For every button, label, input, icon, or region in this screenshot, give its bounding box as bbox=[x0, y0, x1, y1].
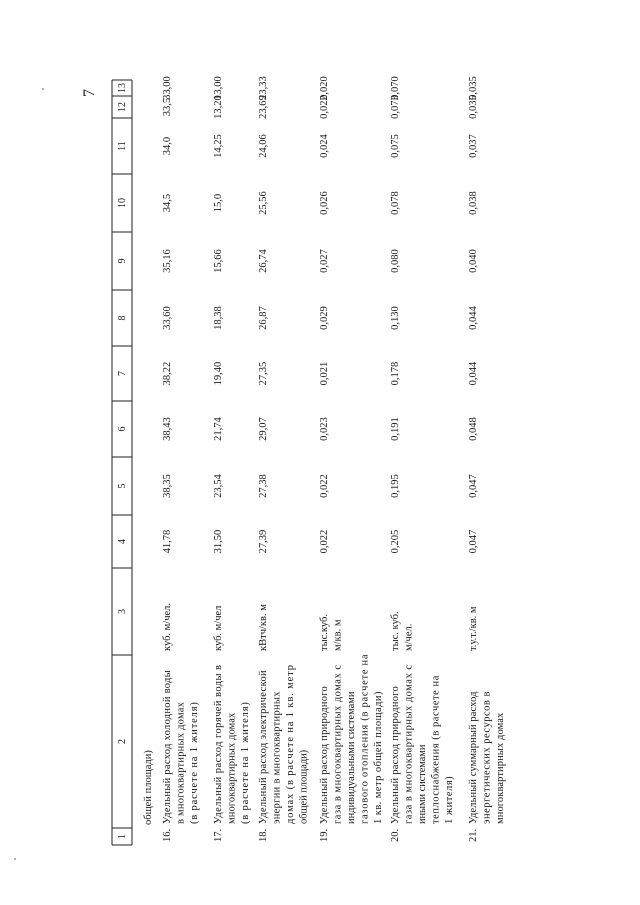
value-cell: 23,69 bbox=[258, 95, 269, 119]
header-cell: 1 bbox=[117, 834, 128, 839]
value-cell: 35,16 bbox=[162, 249, 173, 273]
value-cell: 0,047 bbox=[468, 529, 479, 554]
header-cell: 9 bbox=[117, 258, 128, 264]
indicator-name-line: Удельный расход горячей воды в bbox=[213, 665, 224, 824]
value-cell: 0,047 bbox=[468, 474, 479, 498]
value-cell: 0,022 bbox=[319, 529, 330, 554]
value-cell: 26,87 bbox=[258, 306, 269, 330]
value-cell: 0,073 bbox=[390, 95, 401, 119]
indicator-name-line: Удельный расход холодной воды bbox=[162, 670, 173, 824]
value-cell: 0,044 bbox=[468, 361, 479, 386]
header-cell: 4 bbox=[117, 539, 128, 544]
indicator-name-line: энергетических ресурсов в bbox=[481, 691, 493, 824]
indicator-name-line: Удельный суммарный расход bbox=[468, 691, 479, 824]
value-cell: 33,60 bbox=[162, 306, 173, 330]
value-cell: 33,5 bbox=[162, 97, 173, 117]
page-number: 7 bbox=[81, 89, 98, 97]
value-cell: 0,078 bbox=[390, 191, 401, 215]
value-cell: 0,035 bbox=[468, 76, 479, 100]
indicator-name-line: газового отопления (в расчете на bbox=[359, 654, 371, 824]
value-cell: 27,38 bbox=[258, 474, 269, 498]
value-cell: 0,205 bbox=[390, 529, 401, 554]
unit-cell: м/чел. bbox=[403, 623, 415, 651]
indicator-name-line: иными системами bbox=[417, 744, 428, 824]
value-cell: 14,25 bbox=[213, 134, 224, 158]
indicator-name-line: теплоснабжения (в расчете на bbox=[430, 675, 442, 824]
indicator-name-line: многоквартирных домах bbox=[495, 712, 506, 824]
value-cell: 0,035 bbox=[468, 95, 479, 119]
header-cell: 12 bbox=[117, 102, 128, 112]
value-cell: 0,040 bbox=[468, 249, 479, 273]
value-cell: 38,43 bbox=[162, 417, 173, 441]
unit-cell: т.у.т./кв. м bbox=[468, 606, 479, 651]
unit-cell: тыс. куб. bbox=[390, 611, 401, 651]
value-cell: 23,54 bbox=[213, 474, 224, 498]
indicator-name-line: газа в многоквартирных домах с bbox=[332, 665, 344, 824]
value-cell: 0,022 bbox=[319, 95, 330, 119]
value-cell: 21,74 bbox=[213, 417, 224, 441]
row-number: 16. bbox=[162, 828, 173, 842]
indicator-name-line: в многоквартирных домах bbox=[175, 702, 187, 824]
unit-cell: м/кв. м bbox=[332, 619, 344, 651]
indicator-name-line: 1 кв. метр общей площади) bbox=[373, 691, 384, 824]
value-cell: 0,178 bbox=[390, 361, 401, 386]
indicator-name-line: энергии в многоквартирных bbox=[271, 691, 283, 824]
row-number: 21. bbox=[468, 828, 479, 842]
header-cell: 11 bbox=[117, 141, 128, 151]
value-cell: 19,40 bbox=[213, 361, 224, 386]
indicator-name-line: (в расчете на 1 жителя) bbox=[240, 702, 251, 824]
header-cell: 2 bbox=[117, 739, 128, 744]
value-cell: 0,021 bbox=[319, 361, 330, 386]
indicator-name-line: 1 жителя) bbox=[444, 776, 455, 824]
row-number: 19. bbox=[319, 828, 330, 842]
header-cell: 7 bbox=[117, 371, 128, 376]
value-cell: 38,35 bbox=[162, 474, 173, 498]
value-cell: 0,024 bbox=[319, 134, 330, 158]
value-cell: 18,38 bbox=[213, 306, 224, 330]
unit-cell: кВтч/кв. м bbox=[258, 604, 269, 651]
value-cell: 0,038 bbox=[468, 191, 479, 215]
value-cell: 27,39 bbox=[258, 529, 269, 554]
value-cell: 0,027 bbox=[319, 249, 330, 273]
value-cell: 0,070 bbox=[390, 76, 401, 100]
value-cell: 0,195 bbox=[390, 474, 401, 498]
row-number: 20. bbox=[390, 828, 401, 842]
indicator-name-line: Удельный расход электрической bbox=[258, 670, 269, 824]
value-cell: 0,029 bbox=[319, 306, 330, 330]
value-cell: 0,080 bbox=[390, 249, 401, 273]
value-cell: 0,191 bbox=[390, 417, 401, 441]
value-cell: 0,023 bbox=[319, 417, 330, 441]
value-cell: 34,0 bbox=[162, 136, 173, 156]
indicator-name-line: газа в многоквартирных домах с bbox=[403, 665, 415, 824]
value-cell: 0,130 bbox=[390, 306, 401, 330]
value-cell: 29,07 bbox=[258, 417, 269, 441]
indicator-name-line: (в расчете на 1 жителя) bbox=[189, 702, 200, 824]
unit-cell: тыс.куб. bbox=[319, 614, 330, 651]
value-cell: 15,66 bbox=[213, 249, 224, 273]
row-number: 18. bbox=[258, 828, 269, 842]
value-cell: 27,35 bbox=[258, 361, 269, 386]
value-cell: 0,075 bbox=[390, 134, 401, 158]
value-cell: 13,00 bbox=[213, 76, 224, 100]
row-number: 17. bbox=[213, 828, 224, 842]
value-cell: 34,5 bbox=[162, 193, 173, 213]
header-cell: 13 bbox=[117, 83, 128, 93]
indicator-name-line: индивидуальными системами bbox=[346, 691, 357, 824]
value-cell: 15,0 bbox=[213, 193, 224, 213]
value-cell: 33,00 bbox=[162, 76, 173, 100]
indicator-name-line: домах (в расчете на 1 кв. метр bbox=[285, 665, 296, 824]
table-grid bbox=[112, 80, 132, 845]
value-cell: 41,78 bbox=[162, 529, 173, 554]
table-cells bbox=[117, 76, 506, 842]
value-cell: 23,33 bbox=[258, 76, 269, 100]
value-cell: 0,048 bbox=[468, 417, 479, 441]
header-cell: 3 bbox=[117, 609, 128, 614]
value-cell: 31,50 bbox=[213, 529, 224, 554]
header-cell: 6 bbox=[117, 426, 128, 432]
value-cell: 25,56 bbox=[258, 191, 269, 215]
unit-cell: куб. м/чел bbox=[213, 605, 224, 651]
indicator-name-line: многоквартирных домах bbox=[226, 712, 238, 824]
value-cell: 24,06 bbox=[258, 134, 269, 158]
header-cell: 5 bbox=[117, 483, 128, 489]
value-cell: 0,020 bbox=[319, 76, 330, 100]
value-cell: 0,022 bbox=[319, 474, 330, 498]
indicator-name-line: общей площади) bbox=[298, 749, 310, 824]
indicator-name-line: Удельный расход природного bbox=[390, 686, 401, 824]
value-cell: 0,037 bbox=[468, 134, 479, 158]
value-cell: 26,74 bbox=[258, 249, 269, 273]
header-cell: 8 bbox=[117, 315, 128, 321]
header-cell: 10 bbox=[117, 198, 128, 208]
value-cell: 38,22 bbox=[162, 361, 173, 386]
unit-cell: куб. м/чел. bbox=[162, 602, 173, 651]
indicator-name-line: Удельный расход природного bbox=[319, 686, 330, 824]
value-cell: 0,026 bbox=[319, 191, 330, 215]
value-cell: 0,044 bbox=[468, 306, 479, 330]
continuation-text: общей площади) bbox=[143, 750, 154, 825]
value-cell: 13,20 bbox=[213, 95, 224, 119]
